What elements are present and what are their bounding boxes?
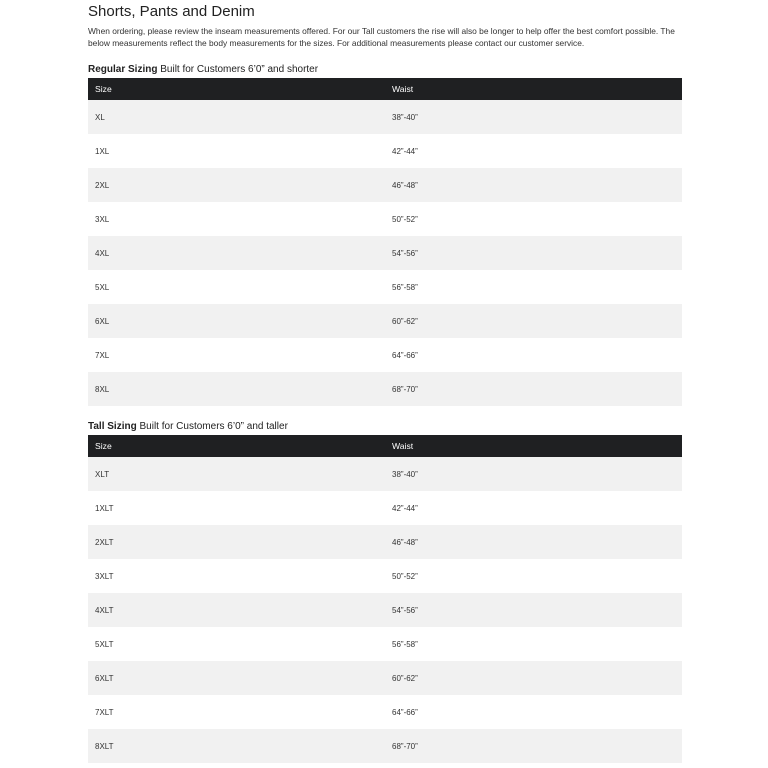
waist-cell: 64”-66” xyxy=(385,695,682,729)
waist-cell: 64”-66” xyxy=(385,338,682,372)
table-row xyxy=(88,304,682,338)
table-row xyxy=(88,372,682,406)
page-title: Shorts, Pants and Denim xyxy=(88,3,255,20)
waist-cell: 38”-40” xyxy=(385,100,682,134)
size-cell: 3XL xyxy=(88,202,385,236)
size-cell: 8XLT xyxy=(88,729,385,763)
table-row xyxy=(88,457,682,491)
table-row xyxy=(88,100,682,134)
size-cell: 6XLT xyxy=(88,661,385,695)
waist-cell: 54”-56” xyxy=(385,593,682,627)
waist-cell: 42”-44” xyxy=(385,491,682,525)
size-column-header: Size xyxy=(88,78,385,100)
regular-sizing-heading xyxy=(88,63,682,77)
size-cell: XL xyxy=(88,100,385,134)
tall-sizing-heading xyxy=(88,420,682,434)
size-cell: 4XL xyxy=(88,236,385,270)
size-cell: 7XL xyxy=(88,338,385,372)
waist-cell: 46”-48” xyxy=(385,168,682,202)
table-row xyxy=(88,627,682,661)
regular-size-table xyxy=(88,78,682,406)
table-row xyxy=(88,593,682,627)
size-cell: XLT xyxy=(88,457,385,491)
table-row xyxy=(88,270,682,304)
waist-column-header: Waist xyxy=(385,435,682,457)
regular-sizing-label: Regular Sizing xyxy=(88,64,158,75)
tall-size-table xyxy=(88,435,682,763)
tall-sizing-note: Built for Customers 6’0” and taller xyxy=(139,421,288,432)
waist-cell: 56”-58” xyxy=(385,270,682,304)
size-chart-page xyxy=(88,0,682,763)
size-cell: 1XLT xyxy=(88,491,385,525)
size-cell: 2XL xyxy=(88,168,385,202)
waist-cell: 68”-70” xyxy=(385,372,682,406)
size-cell: 6XL xyxy=(88,304,385,338)
size-cell: 7XLT xyxy=(88,695,385,729)
waist-cell: 50”-52” xyxy=(385,202,682,236)
table-row xyxy=(88,729,682,763)
size-cell: 5XLT xyxy=(88,627,385,661)
regular-sizing-note: Built for Customers 6’0” and shorter xyxy=(160,64,319,75)
table-row xyxy=(88,168,682,202)
waist-cell: 68”-70” xyxy=(385,729,682,763)
size-cell: 8XL xyxy=(88,372,385,406)
table-row xyxy=(88,338,682,372)
size-cell: 3XLT xyxy=(88,559,385,593)
size-cell: 5XL xyxy=(88,270,385,304)
waist-cell: 46”-48” xyxy=(385,525,682,559)
waist-cell: 50”-52” xyxy=(385,559,682,593)
tall-sizing-label: Tall Sizing xyxy=(88,421,137,432)
size-cell: 4XLT xyxy=(88,593,385,627)
table-row xyxy=(88,202,682,236)
table-row xyxy=(88,695,682,729)
table-row xyxy=(88,559,682,593)
tall-table-body xyxy=(88,457,682,763)
waist-column-header: Waist xyxy=(385,78,682,100)
waist-cell: 54”-56” xyxy=(385,236,682,270)
table-row xyxy=(88,525,682,559)
waist-cell: 60”-62” xyxy=(385,661,682,695)
waist-cell: 42”-44” xyxy=(385,134,682,168)
page-description: When ordering, please review the inseam measurements offered. For our Tall customers the rise will also be longer to help offer the best comfort possible. The below measurements reflect the body measurements for the sizes. For additional measurements please contact our customer service. xyxy=(88,26,675,48)
waist-cell: 60”-62” xyxy=(385,304,682,338)
size-cell: 1XL xyxy=(88,134,385,168)
waist-cell: 56”-58” xyxy=(385,627,682,661)
size-column-header: Size xyxy=(88,435,385,457)
waist-cell: 38”-40” xyxy=(385,457,682,491)
table-row xyxy=(88,236,682,270)
size-cell: 2XLT xyxy=(88,525,385,559)
table-row xyxy=(88,134,682,168)
table-row xyxy=(88,661,682,695)
regular-table-body xyxy=(88,100,682,406)
table-header-row xyxy=(88,78,682,100)
table-header-row xyxy=(88,435,682,457)
table-row xyxy=(88,491,682,525)
